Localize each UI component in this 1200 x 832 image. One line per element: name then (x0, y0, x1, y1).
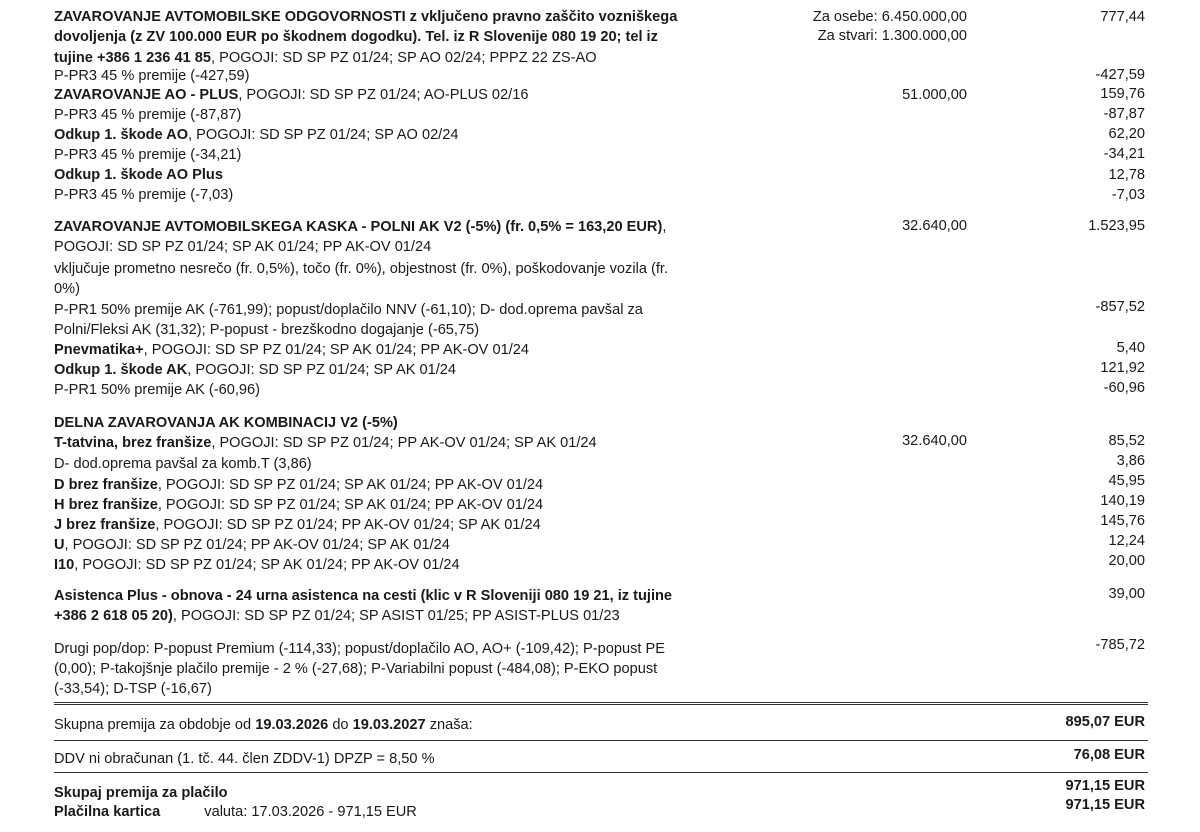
ao-plus-odkup: Odkup 1. škode AO Plus (54, 167, 223, 183)
ao-plus-discount: P-PR3 45 % premije (-87,87) (54, 107, 242, 123)
delna-item: U, POGOJI: SD SP PZ 01/24; PP AK-OV 01/24; SP AK 01/24 (54, 537, 450, 553)
kasko-odkup-discount-amount: -60,96 (1103, 380, 1145, 396)
delna-item: J brez franšize, POGOJI: SD SP PZ 01/24; PP AK-OV 01/24; SP AK 01/24 (54, 517, 541, 533)
drugi-line2: (0,00); P-takojšnje plačilo premije - 2 % (-27,68); P-Variabilni popust (-484,08); P-EKO popust (54, 661, 658, 677)
kasko-odkup: Odkup 1. škode AK, POGOJI: SD SP PZ 01/24; SP AK 01/24 (54, 362, 457, 378)
ao-odkup: Odkup 1. škode AO, POGOJI: SD SP PZ 01/24; SP AO 02/24 (54, 127, 459, 143)
ddv-amount: 76,08 EUR (1073, 747, 1145, 763)
kasko-odkup-discount: P-PR1 50% premije AK (-60,96) (54, 382, 261, 398)
ao-plus-title: ZAVAROVANJE AO - PLUS, POGOJI: SD SP PZ 01/24; AO-PLUS 02/16 (54, 87, 529, 103)
asistenca-title: Asistenca Plus - obnova - 24 urna asistenca na cesti (klic v R Sloveniji 080 19 21, iz tujine (54, 588, 673, 604)
ao-title-line1: ZAVAROVANJE AVTOMOBILSKE ODGOVORNOSTI z vključeno pravno zaščito vozniškega (54, 9, 678, 25)
ao-amount: 777,44 (1100, 9, 1145, 25)
totals-separator (54, 702, 1148, 705)
card-amount: 971,15 EUR (1065, 797, 1145, 813)
delna-title: DELNA ZAVAROVANJA AK KOMBINACIJ V2 (-5%) (54, 415, 398, 431)
ao-odkup-discount: P-PR3 45 % premije (-34,21) (54, 147, 242, 163)
delna-item-amount: 145,76 (1100, 513, 1145, 529)
delna-item-amount: 12,24 (1108, 533, 1145, 549)
ao-discount-amount: -427,59 (1095, 67, 1145, 83)
ao-plus-odkup-discount-amount: -7,03 (1111, 187, 1145, 203)
delna-item: I10, POGOJI: SD SP PZ 01/24; SP AK 01/24; PP AK-OV 01/24 (54, 557, 460, 573)
kasko-includes-1: vključuje prometno nesrečo (fr. 0,5%), točo (fr. 0%), objestnost (fr. 0%), poškodovanje vozila (fr. (54, 261, 669, 277)
delna-item-amount: 140,19 (1100, 493, 1145, 509)
delna-sum: 32.640,00 (902, 433, 967, 449)
ao-odkup-discount-amount: -34,21 (1103, 146, 1145, 162)
delna-item: D- dod.oprema pavšal za komb.T (3,86) (54, 456, 312, 472)
payable-amount: 971,15 EUR (1065, 778, 1145, 794)
divider (54, 772, 1148, 773)
card-line: Plačilna kartica valuta: 17.03.2026 - 971,15 EUR (54, 804, 417, 820)
ao-plus-odkup-discount: P-PR3 45 % premije (-7,03) (54, 187, 234, 203)
period-total-amount: 895,07 EUR (1065, 714, 1145, 730)
kasko-discount-amount: -857,52 (1095, 299, 1145, 315)
drugi-line3: (-33,54); D-TSP (-16,67) (54, 681, 212, 697)
drugi-line1: Drugi pop/dop: P-popust Premium (-114,33); popust/doplačilo AO, AO+ (-109,42); P-popust PE (54, 641, 665, 657)
asistenca-amount: 39,00 (1108, 586, 1145, 602)
delna-item-amount: 20,00 (1108, 553, 1145, 569)
kasko-title: ZAVAROVANJE AVTOMOBILSKEGA KASKA - POLNI AK V2 (-5%) (fr. 0,5% = 163,20 EUR), (54, 219, 667, 235)
kasko-sum: 32.640,00 (902, 218, 967, 234)
delna-item: T-tatvina, brez franšize, POGOJI: SD SP PZ 01/24; PP AK-OV 01/24; SP AK 01/24 (54, 435, 597, 451)
delna-item: H brez franšize, POGOJI: SD SP PZ 01/24; SP AK 01/24; PP AK-OV 01/24 (54, 497, 544, 513)
kasko-pnevmatika: Pnevmatika+, POGOJI: SD SP PZ 01/24; SP AK 01/24; PP AK-OV 01/24 (54, 342, 529, 358)
kasko-discount-2: Polni/Fleksi AK (31,32); P-popust - brezškodno dogajanje (-65,75) (54, 322, 480, 338)
kasko-amount: 1.523,95 (1088, 218, 1145, 234)
ao-plus-discount-amount: -87,87 (1103, 106, 1145, 122)
ao-plus-sum: 51.000,00 (902, 87, 967, 103)
delna-item-amount: 45,95 (1108, 473, 1145, 489)
ao-odkup-amount: 62,20 (1108, 126, 1145, 142)
ao-plus-odkup-amount: 12,78 (1108, 167, 1145, 183)
ao-title-line3: tujine +386 1 236 41 85, POGOJI: SD SP PZ 01/24; SP AO 02/24; PPPZ 22 ZS-AO (54, 50, 597, 66)
ao-plus-amount: 159,76 (1100, 86, 1145, 102)
delna-item-amount: 85,52 (1108, 433, 1145, 449)
ddv-label: DDV ni obračunan (1. tč. 44. člen ZDDV-1) DPZP = 8,50 % (54, 751, 435, 767)
ao-sum-property: Za stvari: 1.300.000,00 (817, 28, 967, 44)
kasko-pogoji: POGOJI: SD SP PZ 01/24; SP AK 01/24; PP AK-OV 01/24 (54, 239, 432, 255)
delna-item: D brez franšize, POGOJI: SD SP PZ 01/24; SP AK 01/24; PP AK-OV 01/24 (54, 477, 544, 493)
ao-title-line2: dovoljenja (z ZV 100.000 EUR po škodnem dogodku). Tel. iz R Slovenije 080 19 20; tel iz (54, 29, 658, 45)
period-total-label: Skupna premija za obdobje od 19.03.2026 do 19.03.2027 znaša: (54, 717, 473, 733)
kasko-odkup-amount: 121,92 (1100, 360, 1145, 376)
delna-item-amount: 3,86 (1116, 453, 1145, 469)
kasko-discount-1: P-PR1 50% premije AK (-761,99); popust/doplačilo NNV (-61,10); D- dod.oprema pavšal za (54, 302, 643, 318)
ao-discount: P-PR3 45 % premije (-427,59) (54, 68, 250, 84)
kasko-pnevmatika-amount: 5,40 (1116, 340, 1145, 356)
kasko-includes-2: 0%) (54, 281, 80, 297)
payable-label: Skupaj premija za plačilo (54, 785, 228, 801)
drugi-amount: -785,72 (1095, 637, 1145, 653)
asistenca-line2: +386 2 618 05 20), POGOJI: SD SP PZ 01/24; SP ASIST 01/25; PP ASIST-PLUS 01/23 (54, 608, 620, 624)
divider (54, 740, 1148, 741)
ao-sum-persons: Za osebe: 6.450.000,00 (812, 9, 967, 25)
